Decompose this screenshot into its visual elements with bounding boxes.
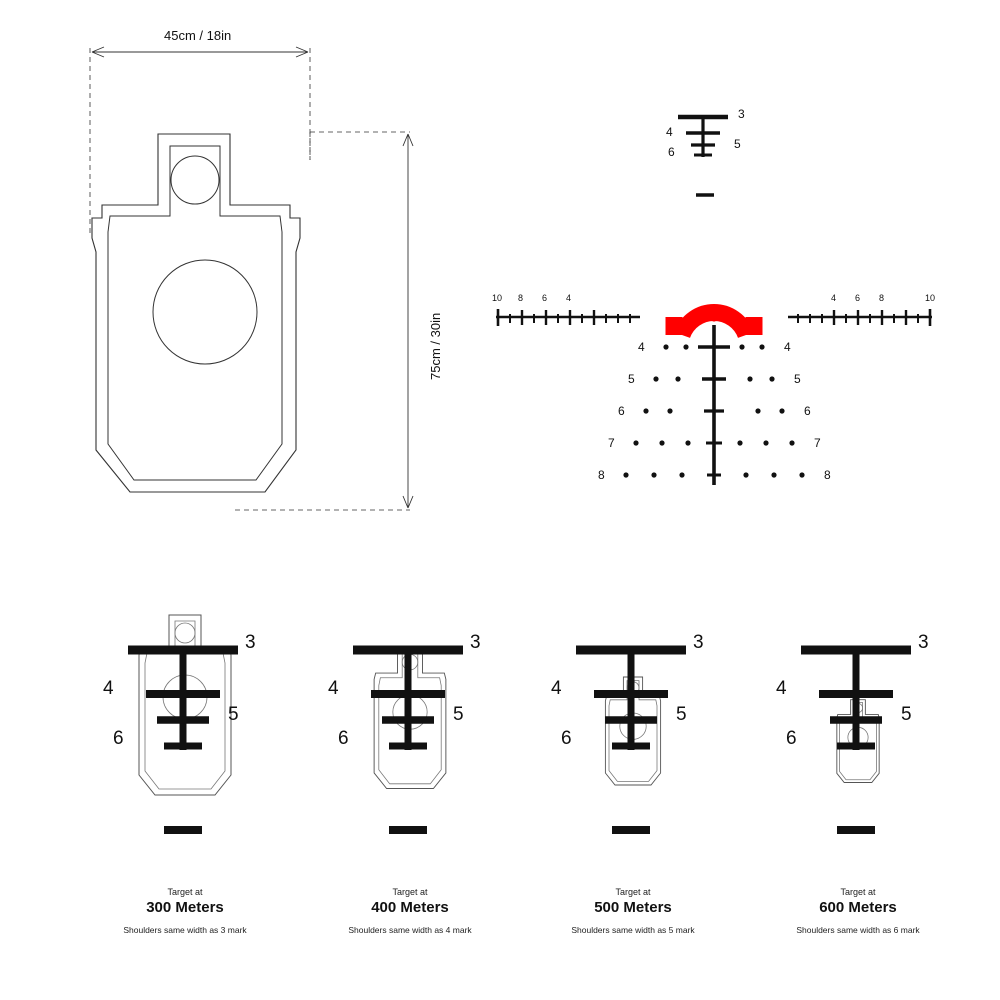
range-card-500-caption-line2: 500 Meters [594,899,672,916]
range-card-300-svg [60,590,310,890]
range-card-400-num-6: 6 [338,728,349,749]
width-dimension-label: 45cm / 18in [164,28,232,43]
width-dimension-arrow [92,47,308,57]
reticle-center-group [698,325,730,485]
range-card-500 [508,590,758,970]
holdover-left-6: 6 [618,404,625,418]
range-card-300 [60,590,310,970]
scale-left-num-0: 10 [492,293,503,303]
range-card-300-caption-line3: Shoulders same width as 3 mark [123,925,247,935]
range-card-300-caption-line1: Target at [167,887,203,897]
target-dimension-drawing [60,20,480,540]
range-card-600-caption-line3: Shoulders same width as 6 mark [796,925,920,935]
range-card-600-num-6: 6 [786,728,797,749]
range-card-400-caption-line3: Shoulders same width as 4 mark [348,925,472,935]
range-card-500-caption-line1: Target at [615,887,651,897]
range-card-500-num-6: 6 [561,728,572,749]
holdover-left-5: 5 [628,372,635,386]
top-stadia-group [678,117,728,195]
range-card-400-svg [285,590,535,890]
scale-right-num-0: 4 [831,293,837,303]
holdover-left-8: 8 [598,468,605,482]
range-card-500-num-5: 5 [676,704,687,725]
holdover-right-7: 7 [814,436,821,450]
range-card-300-caption-line2: 300 Meters [146,899,224,916]
range-card-600-caption [733,886,983,936]
range-card-600 [733,590,983,970]
holdover-left-7: 7 [608,436,615,450]
range-card-400-num-5: 5 [453,704,464,725]
height-dimension-label: 75cm / 30in [428,312,443,380]
range-card-500-stadia [576,650,686,830]
scale-right-num-2: 8 [879,293,885,303]
scale-left-num-3: 4 [566,293,572,303]
range-card-500-caption [508,886,758,936]
range-card-600-num-4: 4 [776,678,787,699]
stadia-number-right-lower: 5 [734,137,741,151]
range-card-400-caption-line2: 400 Meters [371,899,449,916]
stadia-number-left-upper: 4 [666,125,673,139]
range-card-600-stadia [801,650,911,830]
range-card-400 [285,590,535,970]
reticle-diagram [470,95,970,515]
stadia-number-left-lower: 6 [668,145,675,159]
holdover-right-5: 5 [794,372,801,386]
range-card-300-num-6: 6 [113,728,124,749]
range-card-600-num-3: 3 [918,632,929,653]
right-horizontal-scale [788,309,932,326]
range-card-300-num-3: 3 [245,632,256,653]
range-card-400-num-3: 3 [470,632,481,653]
range-card-600-num-5: 5 [901,704,912,725]
stadia-number-right-upper: 3 [738,107,745,121]
holdover-right-4: 4 [784,340,791,354]
range-card-600-caption-line2: 600 Meters [819,899,897,916]
range-card-500-svg [508,590,758,890]
range-card-500-num-3: 3 [693,632,704,653]
reticle-svg [470,95,970,515]
range-card-300-num-5: 5 [228,704,239,725]
holdover-left-4: 4 [638,340,645,354]
scale-right-num-1: 6 [855,293,861,303]
range-card-500-num-4: 4 [551,678,562,699]
range-card-400-caption [285,886,535,936]
scale-right-num-3: 10 [925,293,936,303]
range-card-600-svg [733,590,983,890]
range-card-300-caption [60,886,310,936]
center-dot-icon [710,314,717,321]
range-card-500-caption-line3: Shoulders same width as 5 mark [571,925,695,935]
range-card-400-num-4: 4 [328,678,339,699]
range-card-400-caption-line1: Target at [392,887,428,897]
scale-left-num-2: 6 [542,293,548,303]
range-card-300-num-4: 4 [103,678,114,699]
scale-left-num-1: 8 [518,293,524,303]
target-dimension-svg [60,20,480,540]
range-card-600-caption-line1: Target at [840,887,876,897]
target-silhouette-outer [92,134,300,492]
holdover-right-6: 6 [804,404,811,418]
height-dimension-arrow [403,134,413,508]
left-horizontal-scale [496,309,640,326]
holdover-right-8: 8 [824,468,831,482]
range-card-400-stadia [353,650,463,830]
